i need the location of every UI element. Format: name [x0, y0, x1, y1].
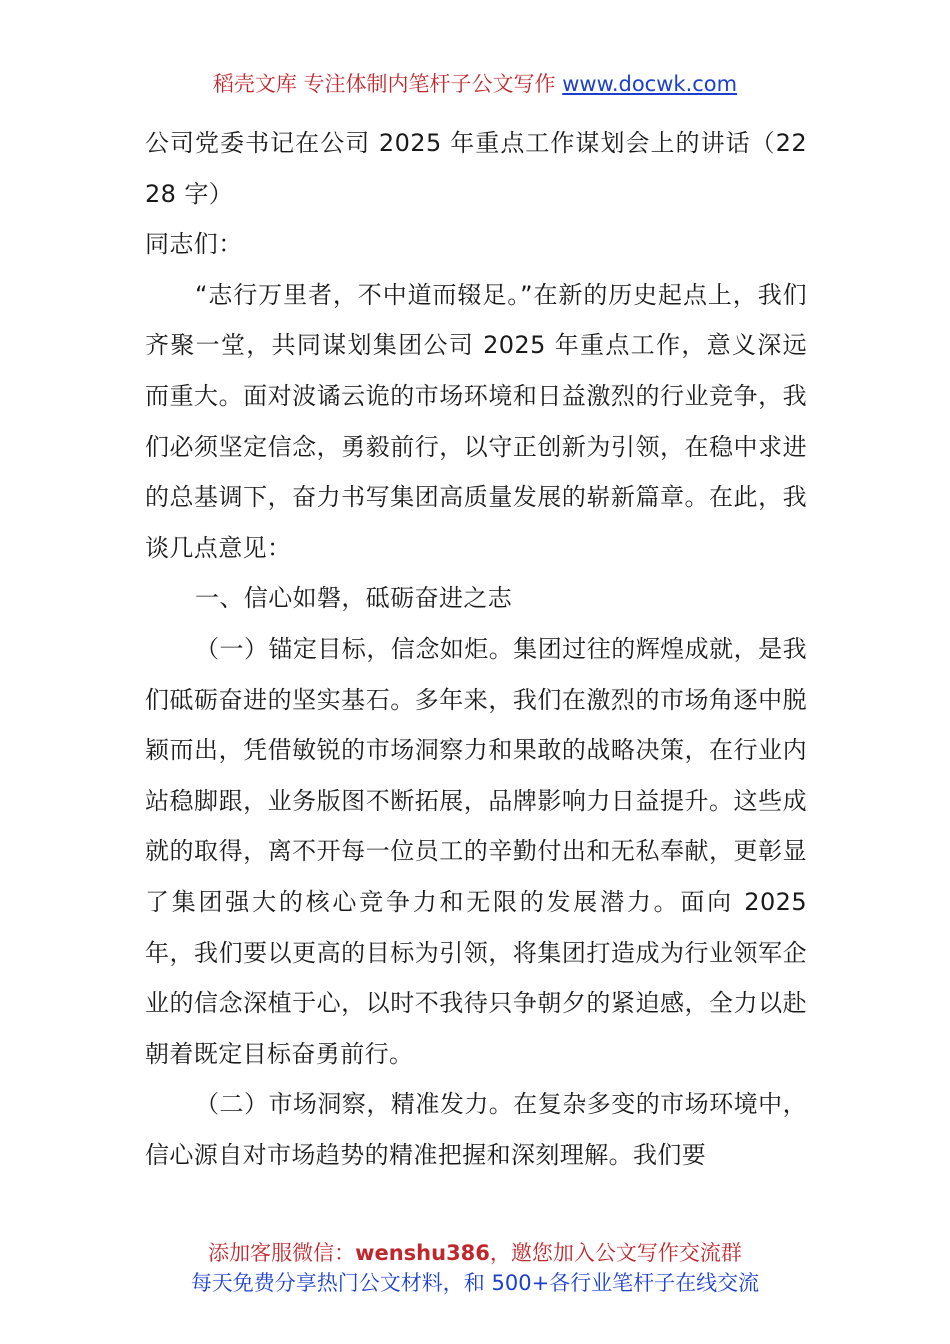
promo-footer — [0, 1238, 950, 1298]
watermark-header — [0, 68, 950, 100]
footer-contact-line — [0, 1238, 950, 1268]
wechat-id: wenshu386 — [355, 1241, 490, 1265]
document-body — [145, 118, 807, 1180]
footer-contact-suffix: ，邀您加入公文写作交流群 — [489, 1241, 742, 1265]
footer-contact-prefix: 添加客服微信： — [208, 1241, 356, 1265]
section-heading-1: 一、信心如磐，砥砺奋进之志 — [195, 584, 513, 613]
body-paragraph-intro: “志行万里者，不中道而辍足。”在新的历史起点上，我们齐聚一堂，共同谋划集团公司 2025 年重点工作，意义深远而重大。面对波谲云诡的市场环境和日益激烈的行业竞争，我们必须坚定信念，勇毅前行，以守正创新为引领，在稳中求进的总基调下，奋力书写集团高质量发展的崭新篇章。在此，我谈几点意见： — [145, 280, 807, 562]
body-paragraph-1-2: （二）市场洞察，精准发力。在复杂多变的市场环境中，信心源自对市场趋势的精准把握和深刻理解。我们要 — [145, 1090, 807, 1169]
salutation: 同志们： — [145, 230, 243, 259]
body-paragraph-1-1: （一）锚定目标，信念如炬。集团过往的辉煌成就，是我们砥砺奋进的坚实基石。多年来，我们在激烈的市场角逐中脱颖而出，凭借敏锐的市场洞察力和果敢的战略决策，在行业内站稳脚跟，业务版图不断拓展，品牌影响力日益提升。这些成就的取得，离不开每一位员工的辛勤付出和无私奉献，更彰显了集团强大的核心竞争力和无限的发展潜力。面向 2025 年，我们要以更高的目标为引领，将集团打造成为行业领军企业的信念深植于心，以时不我待只争朝夕的紧迫感，全力以赴朝着既定目标奋勇前行。 — [145, 634, 807, 1068]
header-website-link[interactable]: www.docwk.com — [562, 72, 738, 96]
footer-promo-line: 每天免费分享热门公文材料，和 500+各行业笔杆子在线交流 — [190, 1271, 760, 1295]
header-brand-text: 稻壳文库 专注体制内笔杆子公文写作 — [212, 72, 563, 96]
document-title: 公司党委书记在公司 2025 年重点工作谋划会上的讲话（2228 字） — [145, 129, 807, 208]
